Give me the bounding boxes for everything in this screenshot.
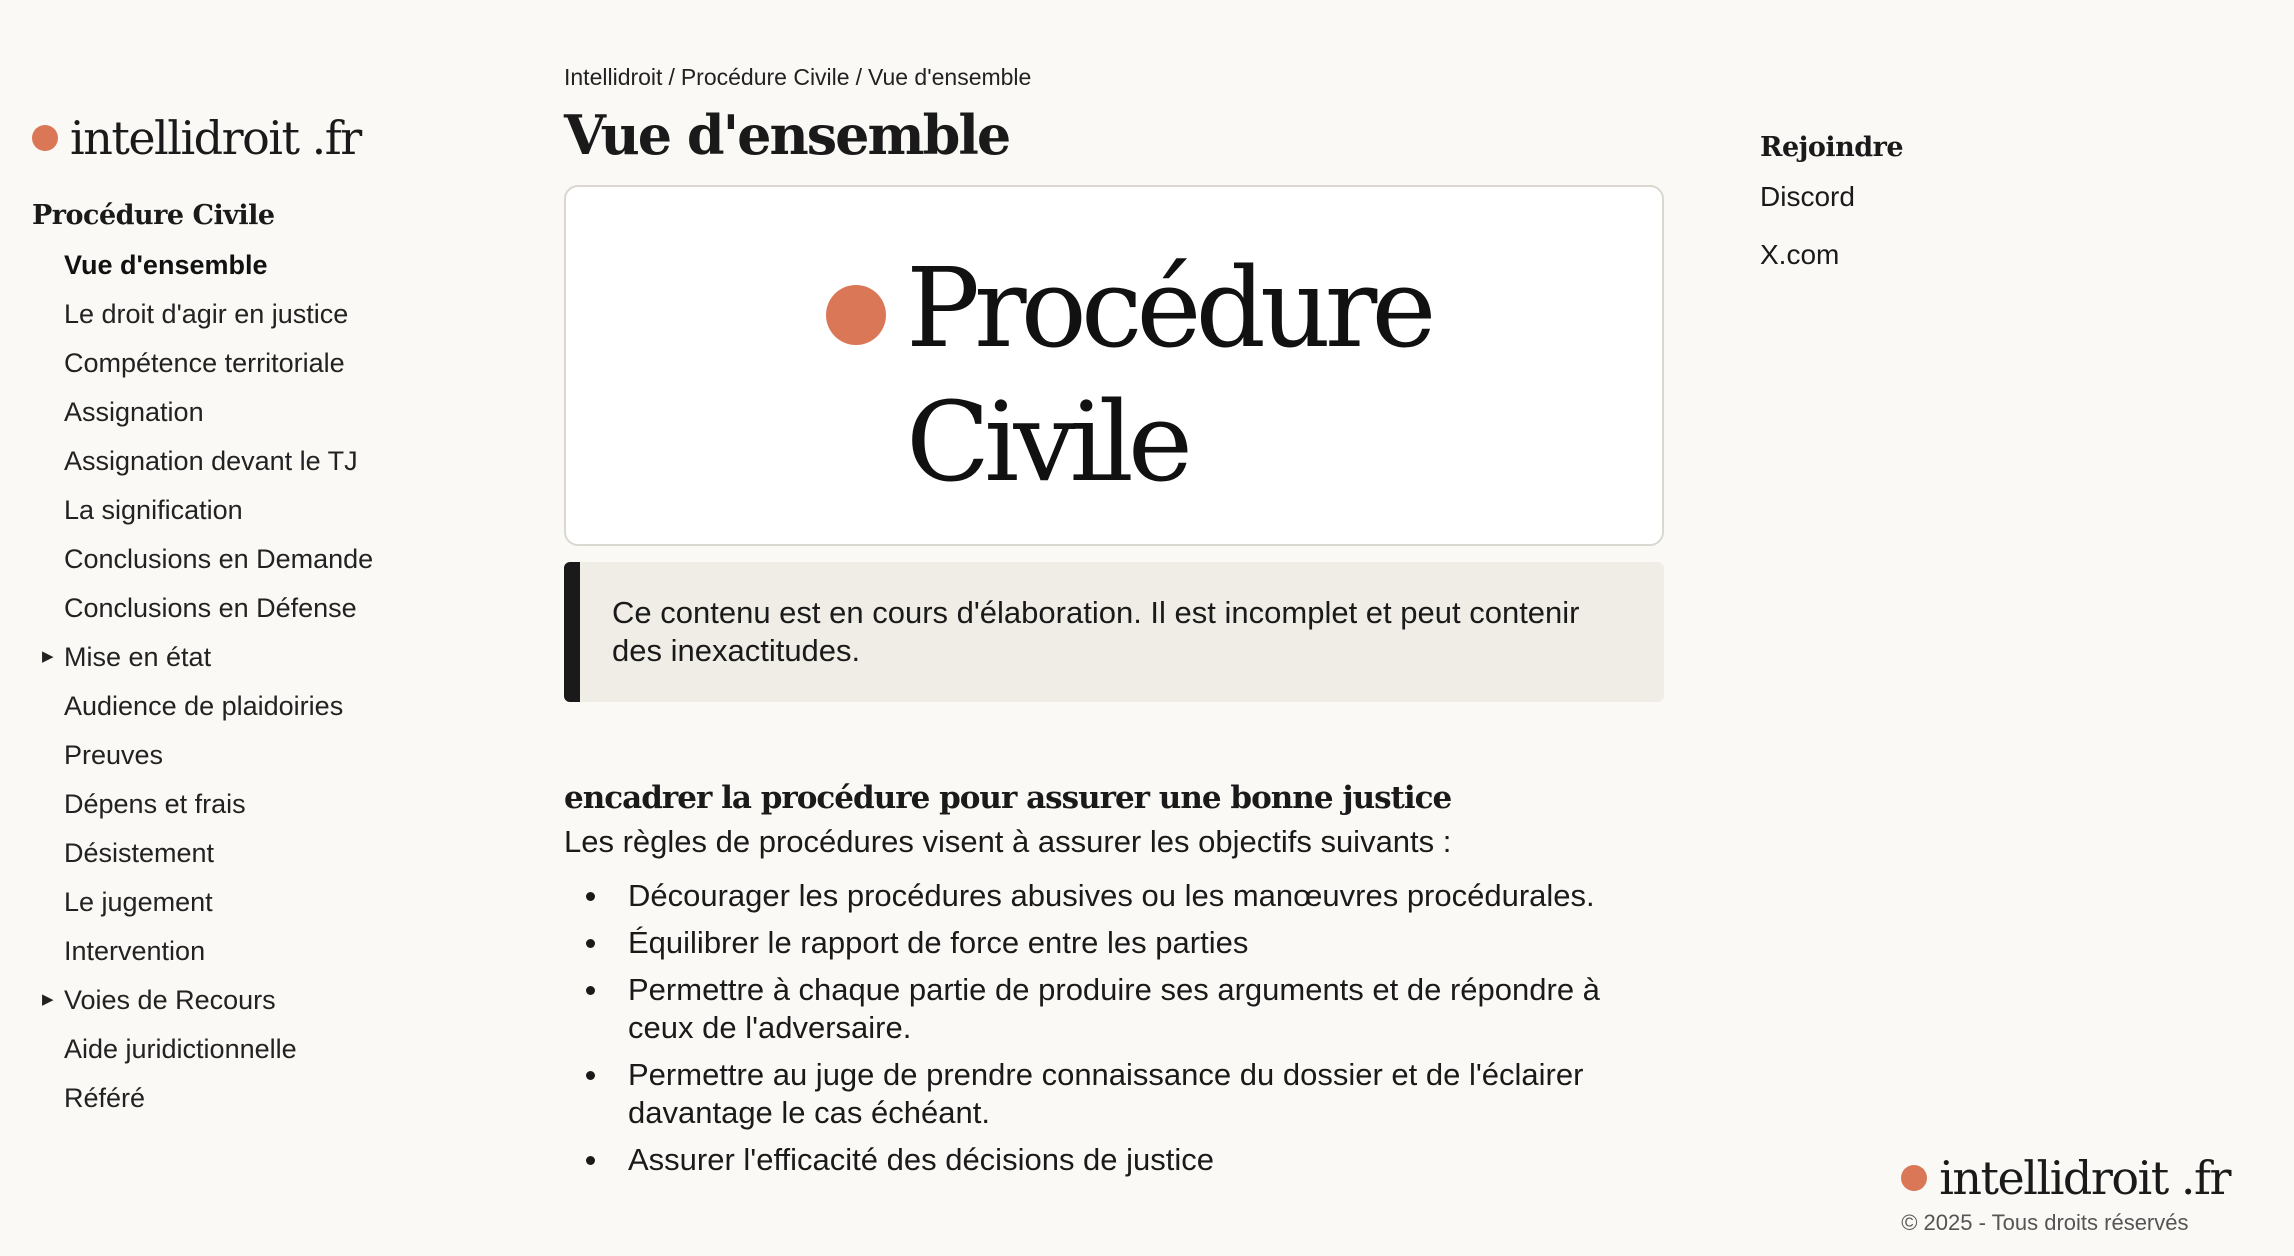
sidebar-item[interactable] (32, 980, 472, 1029)
logo-text: intellidroit .fr (70, 111, 361, 165)
breadcrumb-item[interactable]: Procédure Civile (680, 64, 850, 90)
hero-banner (564, 185, 1664, 546)
hero-title: Procédure Civile (906, 244, 1431, 506)
sidebar-item[interactable] (32, 735, 472, 784)
footer-logo[interactable] (1901, 1148, 2230, 1208)
sidebar-item[interactable] (32, 931, 472, 980)
sidebar-item-label: Conclusions en Défense (64, 593, 357, 623)
sidebar-nav (32, 245, 472, 1127)
breadcrumb-separator: / (668, 64, 675, 90)
sidebar-item[interactable] (32, 637, 472, 686)
list-item: Équilibrer le rapport de force entre les parties (564, 924, 1664, 962)
caret-right-icon[interactable]: ▶ (42, 648, 54, 665)
sidebar-item-label: Voies de Recours (64, 985, 276, 1015)
site-logo[interactable] (32, 108, 472, 168)
callout-text: Ce contenu est en cours d'élaboration. Il est incomplet et peut contenir des inexactitudes. (612, 595, 1580, 668)
sidebar-item-label: Compétence territoriale (64, 348, 345, 378)
sidebar-item-label: Aide juridictionnelle (64, 1034, 297, 1064)
sidebar-item-label: Preuves (64, 740, 164, 770)
sidebar-item[interactable] (32, 1078, 472, 1127)
sidebar-item[interactable] (32, 833, 472, 882)
sidebar-item-label: Assignation devant le TJ (64, 446, 358, 476)
sidebar-item[interactable] (32, 1029, 472, 1078)
logo-dot-icon (1901, 1165, 1927, 1191)
list-item: Permettre au juge de prendre connaissance du dossier et de l'éclairer davantage le cas échéant. (564, 1056, 1664, 1132)
x-com-link[interactable]: X.com (1760, 239, 1840, 270)
copyright: © 2025 - Tous droits réservés (1901, 1210, 2189, 1235)
breadcrumb (564, 60, 1664, 94)
section-heading: encadrer la procédure pour assurer une bonne justice (564, 780, 1452, 816)
sidebar-section-title[interactable]: Procédure Civile (32, 200, 275, 231)
main-content (564, 60, 1664, 1177)
objectives-list (564, 877, 1664, 1188)
list-item: Assurer l'efficacité des décisions de justice (564, 1141, 1664, 1179)
discord-link[interactable]: Discord (1760, 181, 1855, 212)
sidebar-item-label: Désistement (64, 838, 215, 868)
sidebar-item-label: La signification (64, 495, 243, 525)
sidebar-item[interactable] (32, 294, 472, 343)
caret-right-icon[interactable]: ▶ (42, 991, 54, 1008)
footer-logo-text: intellidroit .fr (1939, 1151, 2230, 1205)
sidebar-item[interactable] (32, 441, 472, 490)
page-title: Vue d'ensemble (564, 103, 1010, 167)
sidebar-item-label: Mise en état (64, 642, 212, 672)
sidebar-item[interactable] (32, 490, 472, 539)
breadcrumb-item: Vue d'ensemble (867, 64, 1032, 90)
sidebar-item-label: Conclusions en Demande (64, 544, 374, 574)
warning-callout (564, 562, 1664, 702)
sidebar-item[interactable] (32, 784, 472, 833)
sidebar-item-label: Audience de plaidoiries (64, 691, 344, 721)
sidebar-item-label: Le droit d'agir en justice (64, 299, 349, 329)
list-item: Permettre à chaque partie de produire ses arguments et de répondre à ceux de l'adversaire. (564, 971, 1664, 1047)
logo-dot-icon (32, 125, 58, 151)
sidebar-item[interactable] (32, 539, 472, 588)
breadcrumb-item[interactable]: Intellidroit (564, 64, 663, 90)
hero-dot-icon (826, 285, 886, 345)
community-links (1760, 128, 2120, 284)
sidebar-item-label: Le jugement (64, 887, 213, 917)
sidebar-item[interactable] (32, 245, 472, 294)
sidebar-item-label: Référé (64, 1083, 146, 1113)
sidebar-item-label: Intervention (64, 936, 206, 966)
section-intro: Les règles de procédures visent à assurer les objectifs suivants : (564, 824, 1452, 859)
sidebar-item[interactable] (32, 343, 472, 392)
breadcrumb-separator: / (855, 64, 862, 90)
community-heading: Rejoindre (1760, 132, 1904, 163)
sidebar-item[interactable] (32, 588, 472, 637)
sidebar (32, 108, 472, 1127)
sidebar-item[interactable] (32, 686, 472, 735)
footer (1901, 1148, 2230, 1238)
sidebar-item[interactable] (32, 882, 472, 931)
list-item: Décourager les procédures abusives ou les manœuvres procédurales. (564, 877, 1664, 915)
sidebar-item-label: Vue d'ensemble (64, 250, 268, 280)
sidebar-item[interactable] (32, 392, 472, 441)
sidebar-item-label: Assignation (64, 397, 204, 427)
sidebar-item-label: Dépens et frais (64, 789, 246, 819)
